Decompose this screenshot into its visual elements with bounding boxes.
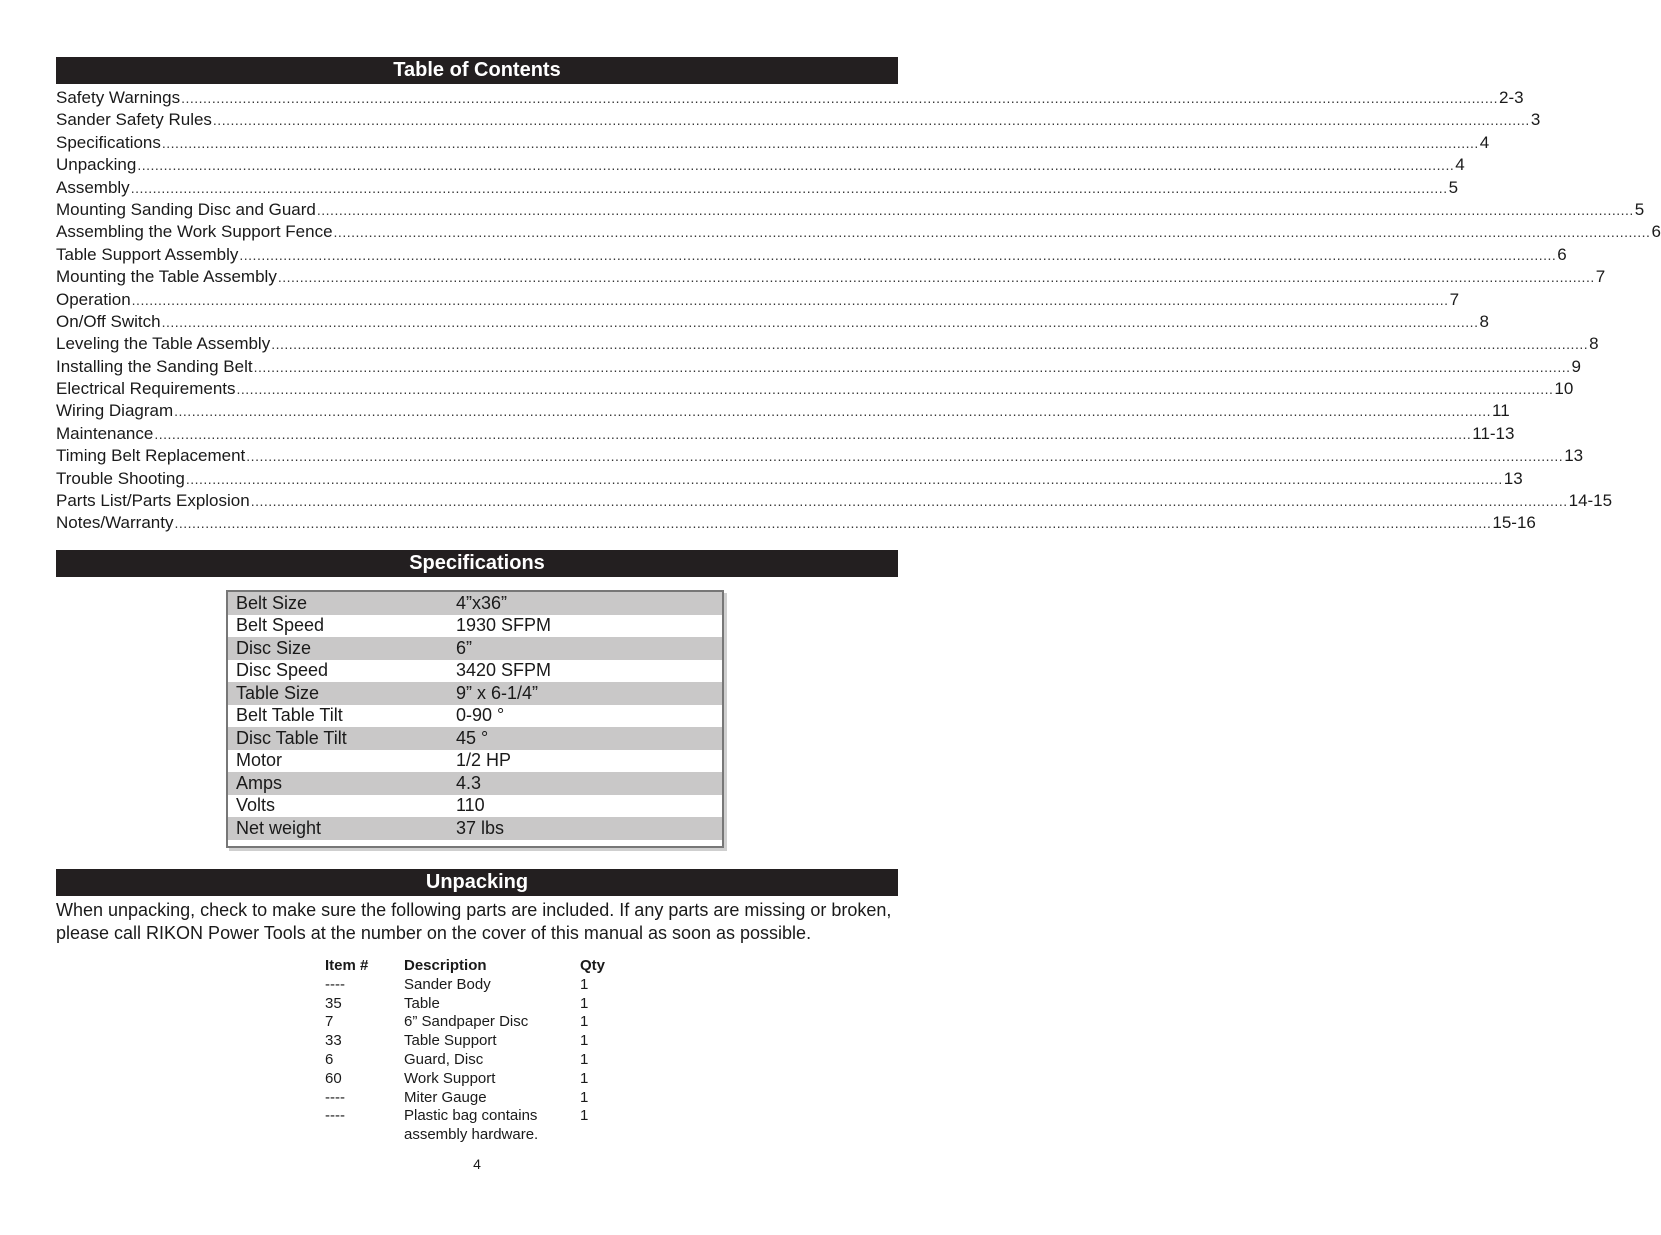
- toc-entry-page: 4: [1455, 155, 1465, 175]
- part-item-number: ----: [325, 975, 345, 993]
- spec-name: Volts: [236, 795, 276, 816]
- toc-dot-leader: ............................................................................................................................................................................................................................................................................................................: [333, 224, 1651, 241]
- spec-value: 9” x 6-1/4”: [456, 682, 539, 703]
- part-qty: 1: [580, 1088, 589, 1106]
- toc-entry-label: Parts List/Parts Explosion: [56, 491, 250, 511]
- toc-entry: [56, 199, 1645, 222]
- spec-row: [228, 795, 722, 818]
- toc-dot-leader: ............................................................................................................................................................................................................................................................................................................: [174, 403, 1492, 420]
- part-item-number: 35: [325, 994, 342, 1012]
- part-qty: 1: [580, 1013, 589, 1031]
- specifications-table: [226, 590, 724, 848]
- toc-entry-page: 5: [1634, 199, 1645, 219]
- part-qty: 1: [580, 1069, 589, 1087]
- toc-entry-label: Table Support Assembly: [56, 244, 239, 264]
- part-item-number: [325, 1126, 404, 1145]
- toc-entry: [56, 513, 1536, 535]
- toc-entry-label: Unpacking: [56, 155, 137, 175]
- toc-entry-page: 11: [1492, 401, 1510, 421]
- header-item: Item #: [325, 957, 369, 974]
- spec-value: 37 lbs: [456, 817, 505, 838]
- part-qty: 1: [580, 975, 589, 993]
- part-description: assembly hardware.: [404, 1126, 539, 1144]
- toc-entry: [56, 379, 1574, 401]
- parts-list-row: [325, 1013, 620, 1032]
- toc-entry: [56, 491, 1613, 513]
- toc-entry-label: Trouble Shooting: [56, 468, 185, 488]
- toc-entry-label: Installing the Sanding Belt: [56, 356, 253, 376]
- toc-dot-leader: ............................................................................................................................................................................................................................................................................................................: [250, 493, 1568, 510]
- part-item-number: 7: [325, 1013, 334, 1031]
- page-number: 4: [473, 1156, 481, 1172]
- toc-dot-leader: ............................................................................................................................................................................................................................................................................................................: [316, 201, 1634, 218]
- toc-entry-page: 4: [1479, 132, 1490, 152]
- toc-entry-page: 13: [1503, 468, 1523, 488]
- parts-list-row: [325, 1089, 620, 1108]
- toc-dot-leader: ............................................................................................................................................................................................................................................................................................................: [236, 381, 1554, 398]
- toc-dot-leader: ............................................................................................................................................................................................................................................................................................................: [181, 90, 1498, 106]
- toc-dot-leader: ............................................................................................................................................................................................................................................................................................................: [131, 291, 1449, 308]
- spec-name: Disc Table Tilt: [236, 727, 347, 748]
- part-qty: 1: [580, 1107, 589, 1125]
- toc-entry-label: Operation: [56, 289, 131, 309]
- toc-dot-leader: ............................................................................................................................................................................................................................................................................................................: [174, 515, 1492, 532]
- spec-value: 4”x36”: [456, 592, 508, 613]
- toc-dot-leader: ............................................................................................................................................................................................................................................................................................................: [246, 448, 1564, 465]
- toc-entry: [56, 110, 1541, 132]
- part-description: Guard, Disc: [404, 1050, 484, 1068]
- toc-entry-page: 6: [1651, 222, 1661, 242]
- spec-name: Motor: [236, 750, 283, 771]
- part-item-number: 60: [325, 1069, 342, 1087]
- toc-entry: [56, 177, 1459, 200]
- parts-list: [325, 957, 620, 1145]
- toc-entry-page: 15-16: [1492, 513, 1536, 533]
- unpacking-heading: Unpacking: [56, 869, 898, 896]
- parts-list-row: [325, 1107, 620, 1126]
- toc-dot-leader: ............................................................................................................................................................................................................................................................................................................: [277, 269, 1595, 286]
- spec-value: 3420 SFPM: [456, 660, 552, 681]
- toc-entry-page: 14-15: [1568, 491, 1613, 511]
- part-description: Table: [404, 994, 440, 1012]
- toc-heading: Table of Contents: [56, 57, 898, 84]
- spec-value: 6”: [456, 637, 473, 658]
- toc-entry-label: Wiring Diagram: [56, 401, 174, 421]
- parts-list-row: [325, 1070, 620, 1089]
- part-description: Table Support: [404, 1032, 497, 1050]
- toc-entry-page: 5: [1448, 177, 1459, 197]
- toc-entry: [56, 267, 1606, 289]
- spec-row: [228, 615, 722, 638]
- toc-entry: [56, 446, 1584, 468]
- toc-entry: [56, 155, 1465, 177]
- spec-row: [228, 592, 722, 615]
- spec-value: 0-90 °: [456, 705, 505, 726]
- toc-entry: [56, 423, 1515, 446]
- part-qty: [580, 1126, 620, 1145]
- toc-entry-label: Assembly: [56, 177, 130, 197]
- specifications-heading: Specifications: [56, 550, 898, 577]
- toc-entry-page: 13: [1564, 446, 1584, 466]
- toc-entry-page: 8: [1589, 334, 1599, 354]
- toc-entry-label: Timing Belt Replacement: [56, 446, 246, 466]
- header-description: Description: [404, 957, 487, 974]
- toc-entry-label: Leveling the Table Assembly: [56, 334, 271, 354]
- toc-dot-leader: ............................................................................................................................................................................................................................................................................................................: [161, 134, 1479, 151]
- toc-entry: [56, 311, 1489, 334]
- table-of-contents: [56, 88, 1661, 536]
- toc-entry-label: Assembling the Work Support Fence: [56, 222, 333, 242]
- toc-entry: [56, 88, 1524, 110]
- toc-entry: [56, 334, 1599, 356]
- toc-entry-label: Maintenance: [56, 423, 154, 443]
- header-qty: Qty: [580, 957, 606, 974]
- toc-dot-leader: ............................................................................................................................................................................................................................................................................................................: [239, 246, 1557, 263]
- part-qty: 1: [580, 1032, 589, 1050]
- toc-entry-page: 7: [1449, 289, 1460, 309]
- spec-value: 110: [456, 795, 485, 816]
- toc-entry: [56, 244, 1567, 267]
- toc-entry-label: Notes/Warranty: [56, 513, 174, 533]
- toc-entry: [56, 132, 1490, 155]
- toc-entry-page: 10: [1554, 379, 1574, 399]
- toc-dot-leader: ............................................................................................................................................................................................................................................................................................................: [185, 470, 1503, 487]
- part-item-number: ----: [325, 1107, 345, 1125]
- toc-dot-leader: ............................................................................................................................................................................................................................................................................................................: [137, 157, 1455, 174]
- toc-entry: [56, 289, 1460, 312]
- toc-entry: [56, 468, 1523, 491]
- toc-dot-leader: ............................................................................................................................................................................................................................................................................................................: [271, 336, 1589, 353]
- spec-row: [228, 750, 722, 773]
- spec-name: Belt Size: [236, 592, 308, 613]
- toc-entry-label: Specifications: [56, 132, 161, 152]
- spec-name: Belt Table Tilt: [236, 705, 343, 726]
- spec-name: Amps: [236, 772, 283, 793]
- spec-row: [228, 660, 722, 683]
- toc-entry: [56, 356, 1581, 379]
- toc-dot-leader: ............................................................................................................................................................................................................................................................................................................: [130, 179, 1448, 196]
- toc-entry: [56, 222, 1661, 244]
- part-qty: 1: [580, 994, 589, 1012]
- spec-name: Net weight: [236, 817, 322, 838]
- toc-entry-page: 2-3: [1499, 88, 1524, 107]
- spec-name: Table Size: [236, 682, 320, 703]
- part-item-number: 6: [325, 1050, 334, 1068]
- toc-entry-label: Mounting the Table Assembly: [56, 267, 277, 287]
- toc-dot-leader: ............................................................................................................................................................................................................................................................................................................: [253, 358, 1571, 375]
- spec-name: Disc Size: [236, 637, 312, 658]
- parts-list-row: [325, 1126, 620, 1145]
- part-description: Miter Gauge: [404, 1088, 487, 1106]
- toc-entry: [56, 401, 1510, 423]
- spec-value: 1930 SFPM: [456, 615, 552, 636]
- part-qty: 1: [580, 1050, 589, 1068]
- spec-row: [228, 772, 722, 795]
- part-description: 6” Sandpaper Disc: [404, 1013, 529, 1031]
- parts-list-row: [325, 1032, 620, 1051]
- spec-row: [228, 637, 722, 660]
- part-description: Plastic bag contains: [404, 1107, 538, 1125]
- spec-row: [228, 817, 722, 840]
- part-description: Work Support: [404, 1069, 496, 1087]
- spec-value: 45 °: [456, 727, 489, 748]
- toc-dot-leader: ............................................................................................................................................................................................................................................................................................................: [154, 425, 1472, 442]
- spec-name: Belt Speed: [236, 615, 325, 636]
- spec-value: 1/2 HP: [456, 750, 512, 771]
- toc-entry-label: Electrical Requirements: [56, 379, 236, 399]
- part-item-number: ----: [325, 1088, 345, 1106]
- spec-row: [228, 705, 722, 728]
- toc-entry-page: 7: [1595, 267, 1606, 287]
- parts-list-header: [325, 957, 620, 976]
- toc-entry-label: Sander Safety Rules: [56, 110, 212, 130]
- toc-entry-page: 3: [1530, 110, 1541, 130]
- parts-list-row: [325, 1051, 620, 1070]
- toc-entry-page: 6: [1557, 244, 1567, 264]
- toc-dot-leader: ............................................................................................................................................................................................................................................................................................................: [161, 313, 1479, 330]
- toc-dot-leader: ............................................................................................................................................................................................................................................................................................................: [212, 112, 1530, 129]
- toc-entry-page: 8: [1479, 311, 1489, 331]
- spec-name: Disc Speed: [236, 660, 329, 681]
- toc-entry-label: Mounting Sanding Disc and Guard: [56, 199, 316, 219]
- toc-entry-label: Safety Warnings: [56, 88, 181, 107]
- toc-entry-page: 9: [1571, 356, 1581, 376]
- unpacking-intro: When unpacking, check to make sure the following parts are included. If any parts are missing or broken, please call RIKON Power Tools at the number on the cover of this manual as soon as possible.: [56, 900, 892, 943]
- parts-list-row: [325, 976, 620, 995]
- toc-entry-label: On/Off Switch: [56, 311, 161, 331]
- part-description: Sander Body: [404, 975, 491, 993]
- spec-row: [228, 727, 722, 750]
- part-item-number: 33: [325, 1032, 342, 1050]
- parts-list-row: [325, 995, 620, 1014]
- spec-row: [228, 682, 722, 705]
- spec-value: 4.3: [456, 772, 482, 793]
- toc-entry-page: 11-13: [1472, 423, 1515, 443]
